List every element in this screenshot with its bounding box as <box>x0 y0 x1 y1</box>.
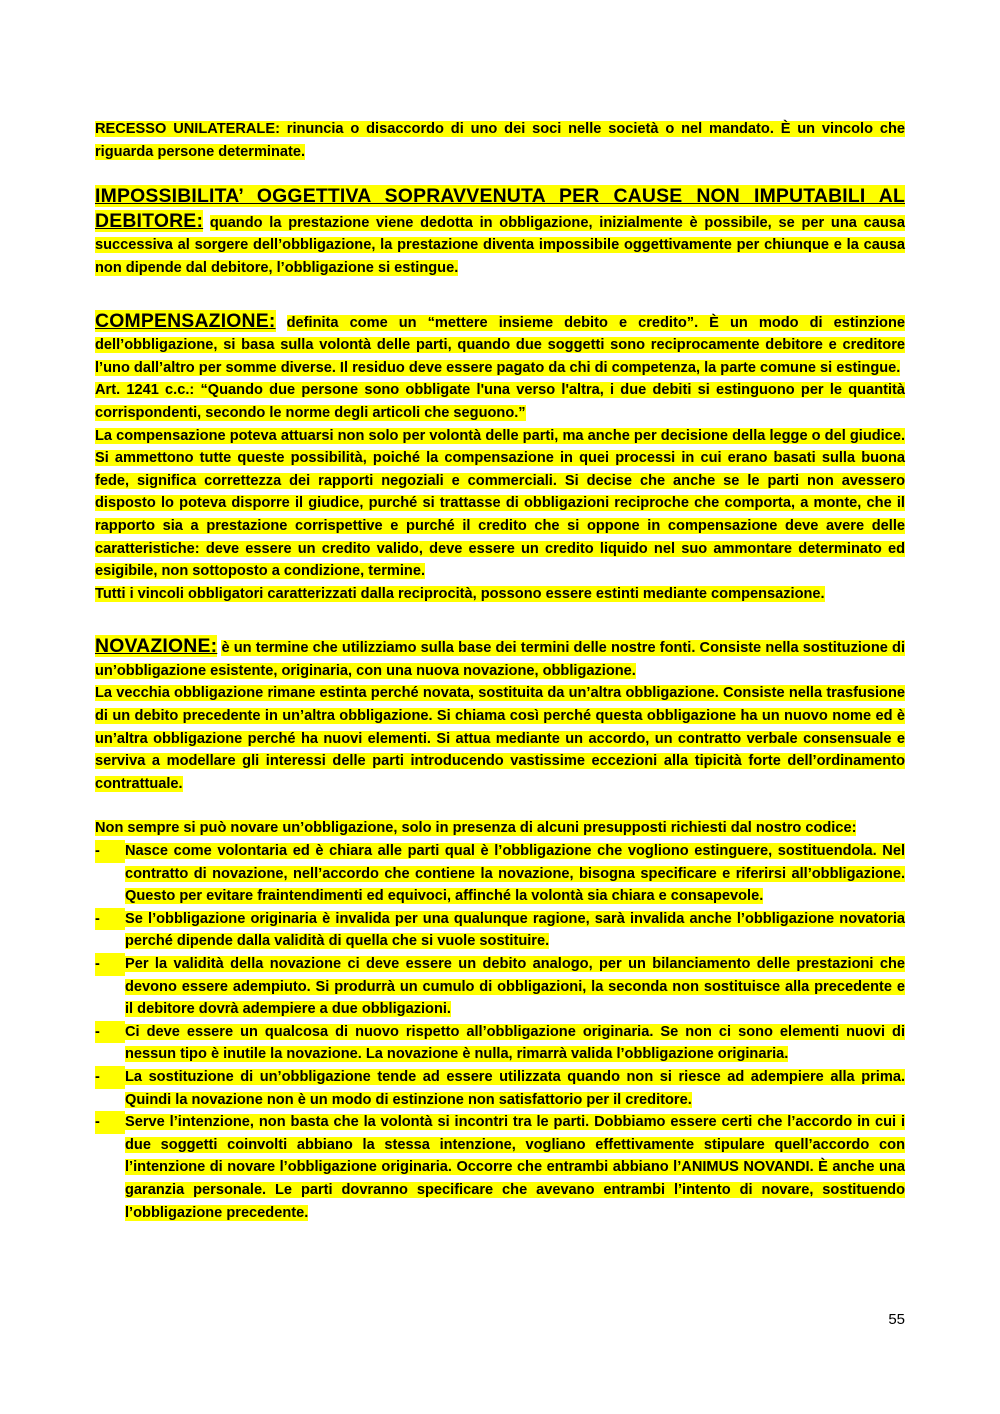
spacer <box>95 795 905 817</box>
compensazione-paragraph <box>95 310 905 380</box>
novazione-body <box>95 682 905 795</box>
recesso-paragraph <box>95 118 905 163</box>
novazione-requirements-list <box>95 840 905 1224</box>
list-item-text: Ci deve essere un qualcosa di nuovo rispetto all’obbligazione originaria. Se non ci sono elementi nuovi di nessun tipo è inutile la novazione. La novazione è nulla, rimarrà valida l’obbligazione originaria. <box>125 1023 905 1063</box>
spacer <box>95 280 905 310</box>
compensazione-closing-text: Tutti i vincoli obbligatori caratterizzati dalla reciprocità, possono essere estinti mediante compensazione. <box>95 585 825 602</box>
novazione-paragraph <box>95 635 905 682</box>
compensazione-body <box>95 425 905 583</box>
impossibilita-paragraph <box>95 185 905 279</box>
document-page <box>95 118 905 1224</box>
compensazione-article <box>95 379 905 424</box>
list-item <box>95 1111 905 1224</box>
list-item <box>95 1021 905 1066</box>
list-item <box>95 1066 905 1111</box>
bullet-dash: - <box>95 953 125 976</box>
compensazione-text: definita come un “mettere insieme debito e credito”. È un modo di estinzione dell’obbligazione, si basa sulla volontà delle parti, quando due soggetti sono reciprocamente debitore e creditore l’uno dall’altro per somme diverse. Il residuo deve essere pagato da chi di competenza, la parte comune si estingue. <box>95 314 905 376</box>
list-item-text: Nasce come volontaria ed è chiara alle parti qual è l’obbligazione che vogliono estinguere, sostituendola. Nel contratto di novazione, nell’accordo che contiene la novazione, bisogna specificare e riferirsi all’obbligazione. Questo per evitare fraintendimenti ed equivoci, affinché la volontà sia chiara e consapevole. <box>125 843 905 905</box>
bullet-dash: - <box>95 1021 125 1044</box>
compensazione-body-text: La compensazione poteva attuarsi non solo per volontà delle parti, ma anche per decisione della legge o del giudice. Si ammettono tutte queste possibilità, poiché la compensazione in quei processi in cui erano basati sulla buona fede, significa correttezza dei rapporti negoziali e commerciali. Si decise che anche se le parti non avessero disposto lo poteva disporre il giudice, purché si trattasse di obbligazioni reciproche che comporta, a monte, che il rapporto sia a prestazione corrispettive e purché il credito che si oppone in compensazione deve avere delle caratteristiche: deve essere un credito valido, deve essere un credito liquido nel suo ammontare determinato ed esigibile, non sottoposto a condizione, termine. <box>95 427 905 580</box>
bullet-dash: - <box>95 840 125 863</box>
impossibilita-text: quando la prestazione viene dedotta in obbligazione, inizialmente è possibile, se per una causa successiva al sorgere dell’obbligazione, la prestazione diventa impossibile oggettivamente per chiunque e la causa non dipende dal debitore, l’obbligazione si estingue. <box>95 214 905 276</box>
list-item-text: La sostituzione di un’obbligazione tende ad essere utilizzata quando non si riesce ad adempiere alla prima. Quindi la novazione non è un modo di estinzione non satisfattorio per il creditore. <box>125 1068 905 1108</box>
bullet-dash: - <box>95 908 125 931</box>
list-item <box>95 840 905 908</box>
compensazione-article-text: Art. 1241 c.c.: “Quando due persone sono obbligate l'una verso l'altra, i due debiti si estinguono per le quantità corrispondenti, secondo le norme degli articoli che seguono.” <box>95 382 905 421</box>
novazione-intro <box>95 817 905 840</box>
spacer <box>95 163 905 185</box>
novazione-body-text: La vecchia obbligazione rimane estinta perché novata, sostituita da un’altra obbligazione. Consiste nella trasfusione di un debito precedente in un’altra obbligazione. Si chiama così perché questa obbligazione ha un nuovo nome ed è un’altra obbligazione perché ha nuovi elementi. Si attua mediante un accordo, un contratto verbale consensuale e serviva a modellare gli interessi delle parti introducendo vastissime eccezioni alla tipicità forte dell’ordinamento contrattuale. <box>95 685 905 792</box>
list-item <box>95 953 905 1021</box>
list-item <box>95 908 905 953</box>
compensazione-closing <box>95 583 905 606</box>
novazione-text: è un termine che utilizziamo sulla base dei termini delle nostre fonti. Consiste nella sostituzione di un’obbligazione esistente, originaria, con una nuova novazione, obbligazione. <box>95 640 905 679</box>
recesso-text: RECESSO UNILATERALE: rinuncia o disaccordo di uno dei soci nelle società o nel mandato. È un vincolo che riguarda persone determinate. <box>95 121 905 160</box>
page-number: 55 <box>888 1311 905 1328</box>
list-item-text: Se l’obbligazione originaria è invalida per una qualunque ragione, sarà invalida anche l’obbligazione novatoria perché dipende dalla validità di quella che si vuole sostituire. <box>125 910 905 950</box>
spacer <box>95 605 905 635</box>
novazione-intro-text: Non sempre si può novare un’obbligazione, solo in presenza di alcuni presupposti richiesti dal nostro codice: <box>95 820 857 837</box>
impossibilita-heading: IMPOSSIBILITA’ OGGETTIVA SOPRAVVENUTA PER CAUSE NON IMPUTABILI AL DEBITORE: <box>95 185 905 232</box>
novazione-heading: NOVAZIONE: <box>95 635 218 658</box>
compensazione-heading: COMPENSAZIONE: <box>95 309 276 332</box>
bullet-dash: - <box>95 1111 125 1134</box>
list-item-text: Serve l’intenzione, non basta che la volontà si incontri tra le parti. Dobbiamo essere certi che l’accordo in cui i due soggetti coinvolti abbiano la stessa intenzione, vogliano effettivamente stipulare quell’accordo con l’intenzione di novare l’obbligazione originaria. Occorre che entrambi abbiano l’ANIMUS NOVANDI. È anche una garanzia personale. Le parti dovranno specificare che avevano entrambi l’intento di novare, sostituendo l’obbligazione precedente. <box>125 1114 905 1221</box>
list-item-text: Per la validità della novazione ci deve essere un debito analogo, per un bilanciamento delle prestazioni che devono essere adempiuto. Si produrrà un cumulo di obbligazioni, la seconda non sostituisce alla precedente e il debitore dovrà adempiere a due obbligazioni. <box>125 956 905 1018</box>
bullet-dash: - <box>95 1066 125 1089</box>
